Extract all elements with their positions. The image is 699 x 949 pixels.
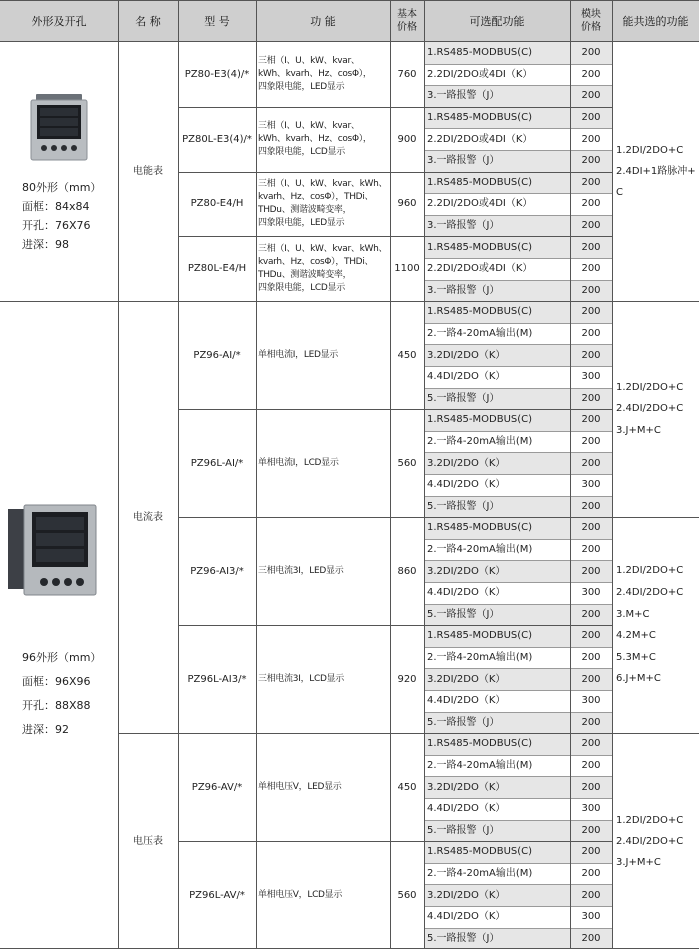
function-description (256, 517, 390, 625)
option-item: 2.一路4-20mA输出(M) (424, 863, 570, 885)
row-divider (424, 690, 612, 691)
option-item: 4.4DI/2DO（K） (424, 690, 570, 712)
function-description (256, 107, 390, 172)
category-name: 电能表 (118, 42, 178, 301)
option-price: 200 (570, 431, 612, 453)
text-line: 6.J+M+C (616, 673, 661, 685)
option-item: 1.RS485-MODBUS(C) (424, 733, 570, 755)
row-divider (424, 388, 612, 389)
row-divider (0, 301, 699, 302)
base-price: 560 (390, 841, 424, 949)
option-item: 1.RS485-MODBUS(C) (424, 625, 570, 647)
option-item: 2.一路4-20mA输出(M) (424, 323, 570, 345)
text-line: 单相电流I，LED显示 (258, 349, 338, 360)
option-item: 5.一路报警（J） (424, 928, 570, 949)
option-item: 1.RS485-MODBUS(C) (424, 409, 570, 431)
option-item: 2.2DI/2DO或4DI（K） (424, 64, 570, 86)
row-divider (424, 258, 612, 259)
shape-line: 面框：96X96 (22, 675, 91, 689)
column-divider (118, 0, 119, 949)
shape-spec-text (22, 178, 101, 254)
option-item: 5.一路报警（J） (424, 712, 570, 734)
row-divider (424, 647, 612, 648)
option-price: 200 (570, 647, 612, 669)
coexist-functions (612, 301, 699, 517)
base-price: 450 (390, 301, 424, 409)
text-line: 单相电压V，LCD显示 (258, 889, 343, 900)
option-price: 200 (570, 42, 612, 64)
header-coexist: 能共选的功能 (612, 0, 699, 42)
header-base-price: 基本 价格 (390, 0, 424, 42)
option-price: 200 (570, 841, 612, 863)
text-line: 3.J+M+C (616, 424, 661, 436)
option-price: 300 (570, 906, 612, 928)
meter-96-image (6, 503, 98, 603)
option-item: 3.一路报警（J） (424, 280, 570, 302)
function-description (256, 236, 390, 301)
shape-line: 面框：84x84 (22, 200, 90, 213)
column-divider (570, 0, 571, 949)
option-item: 4.4DI/2DO（K） (424, 582, 570, 604)
header-options: 可选配功能 (424, 0, 570, 42)
row-divider (424, 582, 612, 583)
option-item: 4.4DI/2DO（K） (424, 366, 570, 388)
option-item: 5.一路报警（J） (424, 604, 570, 626)
option-price: 200 (570, 280, 612, 302)
option-price: 200 (570, 625, 612, 647)
option-item: 3.2DI/2DO（K） (424, 344, 570, 366)
row-divider (424, 280, 612, 281)
option-price: 200 (570, 172, 612, 194)
option-price: 200 (570, 755, 612, 777)
column-divider (390, 0, 391, 949)
base-price: 920 (390, 625, 424, 733)
column-divider (612, 0, 613, 949)
shape-line: 开孔：88X88 (22, 699, 91, 713)
option-item: 1.RS485-MODBUS(C) (424, 517, 570, 539)
coexist-functions (612, 42, 699, 301)
option-item: 2.一路4-20mA输出(M) (424, 647, 570, 669)
base-price: 960 (390, 172, 424, 237)
text-line: 四象限电能，LCD显示 (258, 146, 345, 157)
option-price: 200 (570, 236, 612, 258)
model-code: PZ80L-E3(4)/* (178, 107, 256, 172)
row-divider (424, 215, 612, 216)
text-line: C (616, 187, 623, 199)
row-divider (0, 41, 699, 42)
model-code: PZ80L-E4/H (178, 236, 256, 301)
function-description (256, 625, 390, 733)
row-divider (424, 452, 612, 453)
model-code: PZ96L-AI3/* (178, 625, 256, 733)
option-price: 200 (570, 733, 612, 755)
option-item: 2.一路4-20mA输出(M) (424, 539, 570, 561)
row-divider (424, 604, 612, 605)
text-line: 3.J+M+C (616, 856, 661, 868)
category-name: 电流表 (118, 301, 178, 733)
option-price: 200 (570, 668, 612, 690)
text-line: 2.4DI/2DO+C (616, 835, 684, 847)
base-price: 760 (390, 42, 424, 107)
text-line: 1.2DI/2DO+C (616, 145, 684, 157)
function-description (256, 172, 390, 237)
row-divider (424, 668, 612, 669)
model-code: PZ96L-AI/* (178, 409, 256, 517)
option-price: 300 (570, 798, 612, 820)
option-price: 200 (570, 928, 612, 949)
row-divider (424, 928, 612, 929)
text-line: 四象限电能，LED显示 (258, 217, 345, 228)
option-price: 200 (570, 539, 612, 561)
function-description (256, 733, 390, 841)
base-price: 900 (390, 107, 424, 172)
shape-spec-text (22, 646, 101, 742)
header-name: 名 称 (118, 0, 178, 42)
row-divider (424, 193, 612, 194)
meter-80-image (28, 92, 90, 168)
option-item: 4.4DI/2DO（K） (424, 474, 570, 496)
shape-line: 开孔：76X76 (22, 219, 91, 232)
row-divider (424, 64, 612, 65)
option-item: 1.RS485-MODBUS(C) (424, 107, 570, 129)
option-price: 200 (570, 258, 612, 280)
coexist-functions (612, 733, 699, 949)
text-line: THDu、测谐波畸变率， (258, 269, 352, 280)
base-price: 860 (390, 517, 424, 625)
shape-and-cutout (0, 42, 118, 301)
column-divider (256, 0, 257, 949)
option-item: 3.一路报警（J） (424, 85, 570, 107)
option-item: 1.RS485-MODBUS(C) (424, 42, 570, 64)
option-item: 1.RS485-MODBUS(C) (424, 841, 570, 863)
option-item: 2.2DI/2DO或4DI（K） (424, 128, 570, 150)
header-function: 功 能 (256, 0, 390, 42)
option-item: 3.2DI/2DO（K） (424, 560, 570, 582)
row-divider (424, 712, 612, 713)
option-item: 2.2DI/2DO或4DI（K） (424, 193, 570, 215)
function-description (256, 409, 390, 517)
row-divider (424, 431, 612, 432)
option-price: 200 (570, 776, 612, 798)
column-divider (178, 0, 179, 949)
text-line: kWh、kvarh、Hz、cosΦ）， (258, 133, 372, 144)
option-item: 4.4DI/2DO（K） (424, 798, 570, 820)
option-price: 200 (570, 604, 612, 626)
model-code: PZ96L-AV/* (178, 841, 256, 949)
shape-line: 进深：98 (22, 238, 69, 251)
function-description (256, 42, 390, 107)
text-line: 四象限电能，LED显示 (258, 81, 345, 92)
option-price: 200 (570, 863, 612, 885)
base-price: 450 (390, 733, 424, 841)
option-price: 300 (570, 582, 612, 604)
text-line: 三相（I、U、kW、kvar、 (258, 55, 360, 66)
row-divider (178, 236, 612, 237)
option-price: 300 (570, 366, 612, 388)
option-price: 200 (570, 150, 612, 172)
row-divider (178, 107, 612, 108)
shape-and-cutout (0, 301, 118, 949)
option-price: 200 (570, 409, 612, 431)
text-line: 1.2DI/2DO+C (616, 814, 684, 826)
option-price: 200 (570, 452, 612, 474)
option-price: 200 (570, 107, 612, 129)
option-price: 200 (570, 560, 612, 582)
text-line: 三相电流3I，LCD显示 (258, 673, 345, 684)
option-item: 3.2DI/2DO（K） (424, 884, 570, 906)
model-code: PZ96-AI3/* (178, 517, 256, 625)
row-divider (424, 906, 612, 907)
text-line: 2.4DI+1路脉冲+ (616, 166, 696, 178)
row-divider (178, 172, 612, 173)
row-divider (424, 755, 612, 756)
option-price: 200 (570, 712, 612, 734)
option-price: 300 (570, 474, 612, 496)
option-price: 200 (570, 193, 612, 215)
option-item: 1.RS485-MODBUS(C) (424, 172, 570, 194)
row-divider (424, 128, 612, 129)
option-item: 2.一路4-20mA输出(M) (424, 431, 570, 453)
option-price: 200 (570, 388, 612, 410)
base-price: 1100 (390, 236, 424, 301)
base-price: 560 (390, 409, 424, 517)
text-line: 4.2M+C (616, 630, 656, 642)
option-item: 5.一路报警（J） (424, 388, 570, 410)
row-divider (178, 517, 612, 518)
option-price: 300 (570, 690, 612, 712)
shape-line: 96外形（mm） (22, 651, 102, 665)
option-price: 200 (570, 344, 612, 366)
option-item: 3.2DI/2DO（K） (424, 668, 570, 690)
option-item: 1.RS485-MODBUS(C) (424, 301, 570, 323)
text-line: 5.3M+C (616, 651, 656, 663)
text-line: 2.4DI/2DO+C (616, 403, 684, 415)
model-code: PZ96-AI/* (178, 301, 256, 409)
coexist-functions (612, 517, 699, 733)
row-divider (612, 517, 699, 518)
row-divider (424, 798, 612, 799)
option-item: 4.4DI/2DO（K） (424, 906, 570, 928)
option-price: 200 (570, 884, 612, 906)
option-price: 200 (570, 301, 612, 323)
row-divider (424, 366, 612, 367)
function-description (256, 841, 390, 949)
shape-line: 80外形（mm） (22, 181, 102, 194)
row-divider (424, 863, 612, 864)
model-code: PZ80-E4/H (178, 172, 256, 237)
option-price: 200 (570, 517, 612, 539)
option-price: 200 (570, 128, 612, 150)
text-line: 三相（I、U、kW、kvar、 (258, 120, 360, 131)
row-divider (424, 820, 612, 821)
header-shape: 外形及开孔 (0, 0, 118, 42)
text-line: 单相电压V，LED显示 (258, 781, 342, 792)
option-item: 2.一路4-20mA输出(M) (424, 755, 570, 777)
option-price: 200 (570, 64, 612, 86)
text-line: 三相（I、U、kW、kvar、kWh、 (258, 243, 388, 254)
text-line: 三相（I、U、kW、kvar、kWh、 (258, 178, 388, 189)
row-divider (178, 409, 612, 410)
model-code: PZ96-AV/* (178, 733, 256, 841)
row-divider (424, 344, 612, 345)
text-line: kWh、kvarh、Hz、cosΦ）， (258, 68, 372, 79)
text-line: 三相电流3I，LED显示 (258, 565, 344, 576)
row-divider (424, 539, 612, 540)
model-code: PZ80-E3(4)/* (178, 42, 256, 107)
category-name: 电压表 (118, 733, 178, 949)
row-divider (424, 85, 612, 86)
text-line: THDu、测谐波畸变率， (258, 204, 352, 215)
option-price: 200 (570, 323, 612, 345)
text-line: kvarh、Hz、cosΦ），THDi、 (258, 191, 374, 202)
option-item: 3.2DI/2DO（K） (424, 776, 570, 798)
column-divider (424, 0, 425, 949)
row-divider (424, 884, 612, 885)
option-item: 1.RS485-MODBUS(C) (424, 236, 570, 258)
text-line: 1.2DI/2DO+C (616, 381, 684, 393)
option-price: 200 (570, 820, 612, 842)
option-price: 200 (570, 85, 612, 107)
row-divider (0, 0, 699, 1)
row-divider (424, 474, 612, 475)
function-description (256, 301, 390, 409)
option-item: 3.一路报警（J） (424, 150, 570, 172)
row-divider (424, 323, 612, 324)
row-divider (424, 150, 612, 151)
row-divider (178, 625, 612, 626)
option-item: 3.2DI/2DO（K） (424, 452, 570, 474)
option-item: 5.一路报警（J） (424, 496, 570, 518)
row-divider (178, 841, 612, 842)
option-item: 2.2DI/2DO或4DI（K） (424, 258, 570, 280)
text-line: 单相电流I，LCD显示 (258, 457, 339, 468)
row-divider (424, 496, 612, 497)
option-item: 5.一路报警（J） (424, 820, 570, 842)
header-model: 型 号 (178, 0, 256, 42)
text-line: 1.2DI/2DO+C (616, 565, 684, 577)
option-price: 200 (570, 215, 612, 237)
header-module-price: 模块 价格 (570, 0, 612, 42)
text-line: 2.4DI/2DO+C (616, 587, 684, 598)
text-line: kvarh、Hz、cosΦ），THDi、 (258, 256, 374, 267)
option-price: 200 (570, 496, 612, 518)
shape-line: 进深：92 (22, 723, 69, 737)
row-divider (424, 776, 612, 777)
row-divider (424, 560, 612, 561)
text-line: 3.M+C (616, 608, 650, 620)
option-item: 3.一路报警（J） (424, 215, 570, 237)
text-line: 四象限电能，LCD显示 (258, 282, 345, 293)
